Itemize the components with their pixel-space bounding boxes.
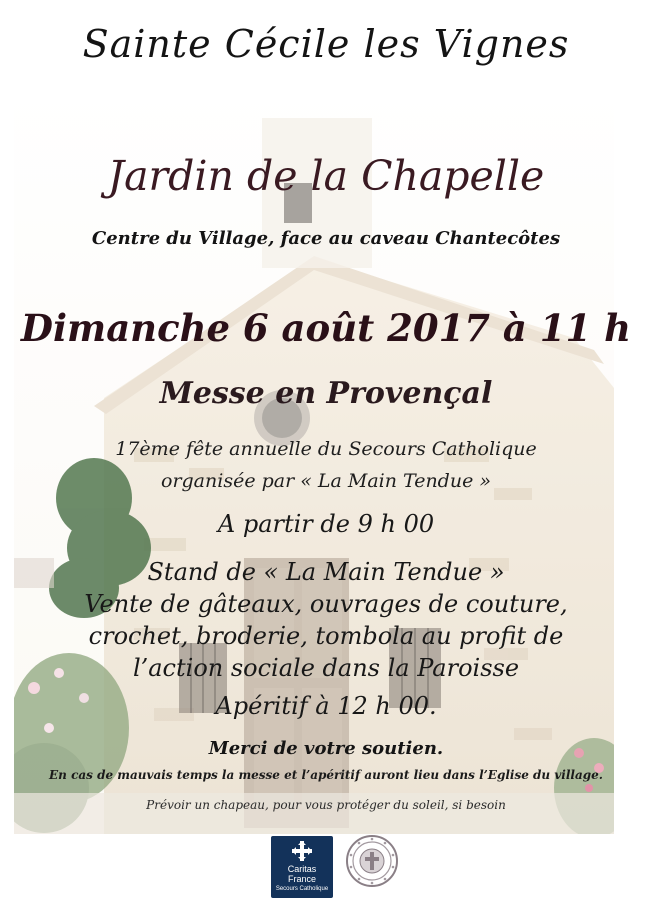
sale-line-1: Vente de gâteaux, ouvrages de couture, [84,590,568,618]
mass-title: Messe en Provençal [159,376,493,411]
thanks-line: Merci de votre soutien. [208,738,444,759]
bad-weather-note: En cas de mauvais temps la messe et l’apéritif auront lieu dans l’Eglise du village. [49,768,603,782]
caritas-name-line2: France [287,874,316,884]
fete-line: 17ème fête annuelle du Secours Catholique [115,438,537,460]
aperitif-line: Apéritif à 12 h 00. [215,692,437,720]
village-title: Sainte Cécile les Vignes [82,22,570,66]
caritas-france-logo [271,836,333,898]
caritas-subtitle: Secours Catholique [275,886,329,892]
caritas-name-line1: Caritas [287,864,317,874]
sale-line-2: crochet, broderie, tombola au profit de [88,622,564,650]
parish-seal-icon [345,834,399,888]
sale-line-3: l’action sociale dans la Paroisse [132,654,520,682]
organizer-line: organisée par « La Main Tendue » [161,470,491,492]
location-line: Centre du Village, face au caveau Chantecôtes [91,228,561,249]
hat-note: Prévoir un chapeau, pour vous protéger du soleil, si besoin [146,798,506,812]
venue-title: Jardin de la Chapelle [107,152,545,200]
caritas-cross-icon [291,840,313,862]
stand-line: Stand de « La Main Tendue » [147,558,505,586]
start-time-line: A partir de 9 h 00 [217,510,435,538]
event-date: Dimanche 6 août 2017 à 11 h [20,306,632,350]
